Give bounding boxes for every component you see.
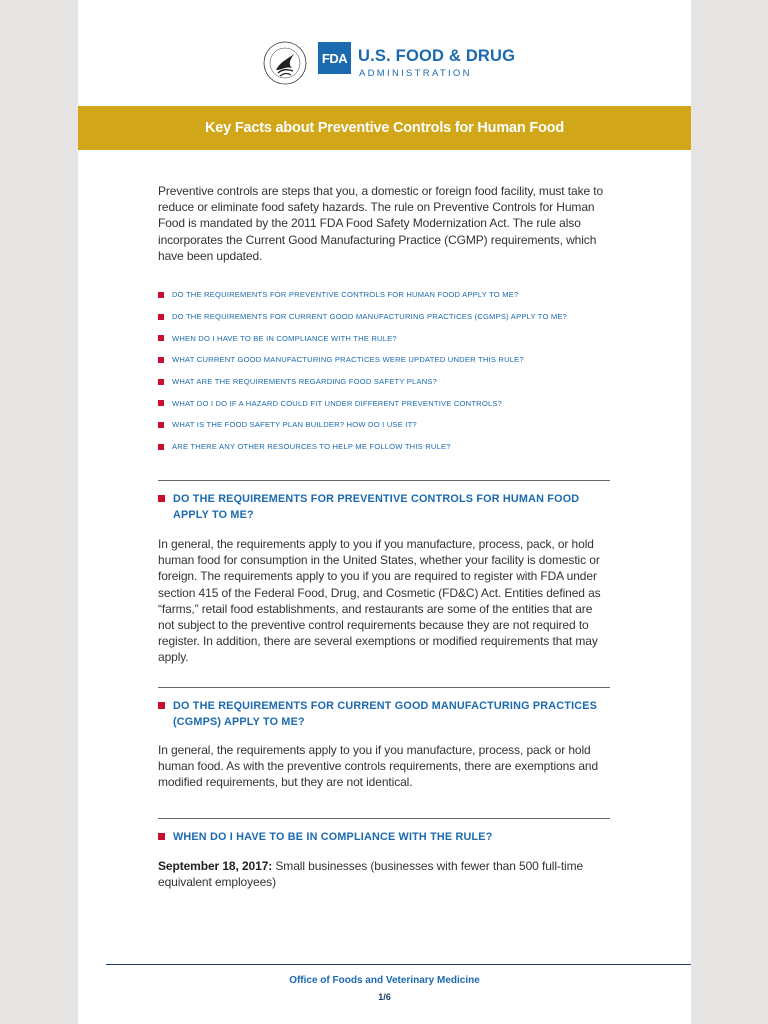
intro-paragraph: Preventive controls are steps that you, a domestic or foreign food facility, must take to reduce or eliminate food safety hazards. The rule on Preventive Controls for Human Food is mandated by the 2011 FDA Food Safety Modernization Act. The rule also incorporates the Current Good Manufacturing Practice (CGMP) requirements, which have been updated.	[158, 184, 604, 263]
section-body: In general, the requirements apply to you if you manufacture, process, pack, or hold human food for consumption in the United States, whether your facility is domestic or foreign. The requirements apply to you if you are required to register with FDA under section 415 of the Federal Food, Drug, and Cosmetic (FD&C) Act. Entities defined as “farms,” retail food establishments, and restaurants are some of the entities that are not subject to the preventive control requirements because they are not required to register. In addition, there are several exemptions or modified requirements that may apply.	[158, 537, 601, 665]
intro-block	[158, 183, 613, 458]
compliance-text: Small businesses (businesses with fewer than 500 full-time equivalent employees)	[158, 858, 584, 889]
agency-name: U.S. FOOD & DRUG	[358, 47, 516, 65]
square-bullet-icon	[158, 314, 164, 320]
section-divider	[158, 687, 610, 688]
toc-item	[158, 349, 613, 371]
toc-link-pc-apply[interactable]: DO THE REQUIREMENTS FOR PREVENTIVE CONTROLS FOR HUMAN FOOD APPLY TO ME?	[172, 290, 519, 300]
square-bullet-icon	[158, 400, 164, 406]
square-bullet-icon	[158, 379, 164, 385]
section-heading	[158, 830, 610, 846]
toc-item	[158, 392, 613, 414]
square-bullet-icon	[158, 833, 165, 840]
fda-logo-badge: FDA	[318, 42, 351, 74]
section-title: DO THE REQUIREMENTS FOR CURRENT GOOD MANUFACTURING PRACTICES (CGMPS) APPLY TO ME?	[173, 700, 598, 728]
square-bullet-icon	[158, 357, 164, 363]
toc-link-cgmp-apply[interactable]: DO THE REQUIREMENTS FOR CURRENT GOOD MANUFACTURING PRACTICES (CGMPS) APPLY TO ME?	[172, 312, 568, 322]
toc-link-cgmp-updated[interactable]: WHAT CURRENT GOOD MANUFACTURING PRACTICES WERE UPDATED UNDER THIS RULE?	[172, 355, 524, 365]
page-number: 1/6	[378, 992, 391, 1002]
square-bullet-icon	[158, 444, 164, 450]
toc-item	[158, 414, 613, 436]
square-bullet-icon	[158, 495, 165, 502]
section-body: In general, the requirements apply to you if you manufacture, process, pack or hold human food. As with the preventive controls requirements, there are exemptions and modified requirements, but they are not identical.	[158, 743, 599, 790]
table-of-contents	[158, 284, 613, 458]
section-cgmp-apply	[158, 687, 610, 791]
toc-link-resources[interactable]: ARE THERE ANY OTHER RESOURCES TO HELP ME FOLLOW THIS RULE?	[172, 442, 451, 452]
section-divider	[158, 818, 610, 819]
agency-subtitle: ADMINISTRATION	[359, 68, 472, 79]
section-divider	[158, 480, 610, 481]
toc-link-food-safety-plans[interactable]: WHAT ARE THE REQUIREMENTS REGARDING FOOD SAFETY PLANS?	[172, 377, 438, 387]
section-body	[158, 858, 610, 890]
section-title: DO THE REQUIREMENTS FOR PREVENTIVE CONTROLS FOR HUMAN FOOD APPLY TO ME?	[173, 493, 580, 521]
document-page	[78, 0, 691, 1024]
title-banner	[78, 106, 691, 150]
toc-item	[158, 436, 613, 458]
compliance-date: September 18, 2017:	[158, 858, 273, 873]
section-compliance	[158, 818, 610, 890]
square-bullet-icon	[158, 335, 164, 341]
toc-link-plan-builder[interactable]: WHAT IS THE FOOD SAFETY PLAN BUILDER? HOW DO I USE IT?	[172, 420, 417, 430]
toc-item	[158, 284, 613, 306]
section-heading	[158, 492, 610, 523]
toc-link-compliance[interactable]: WHEN DO I HAVE TO BE IN COMPLIANCE WITH THE RULE?	[172, 333, 397, 343]
toc-item	[158, 306, 613, 328]
footer-office: Office of Foods and Veterinary Medicine	[289, 975, 480, 986]
page-title: Key Facts about Preventive Controls for Human Food	[205, 120, 564, 136]
toc-item	[158, 327, 613, 349]
section-pc-apply	[158, 480, 610, 666]
hhs-seal-icon	[262, 40, 308, 86]
square-bullet-icon	[158, 702, 165, 709]
footer-divider	[106, 964, 691, 965]
square-bullet-icon	[158, 292, 164, 298]
section-heading	[158, 699, 610, 730]
section-title: WHEN DO I HAVE TO BE IN COMPLIANCE WITH THE RULE?	[173, 831, 493, 843]
toc-link-hazard[interactable]: WHAT DO I DO IF A HAZARD COULD FIT UNDER DIFFERENT PREVENTIVE CONTROLS?	[172, 398, 503, 408]
square-bullet-icon	[158, 422, 164, 428]
toc-item	[158, 371, 613, 393]
page-header	[78, 0, 691, 105]
